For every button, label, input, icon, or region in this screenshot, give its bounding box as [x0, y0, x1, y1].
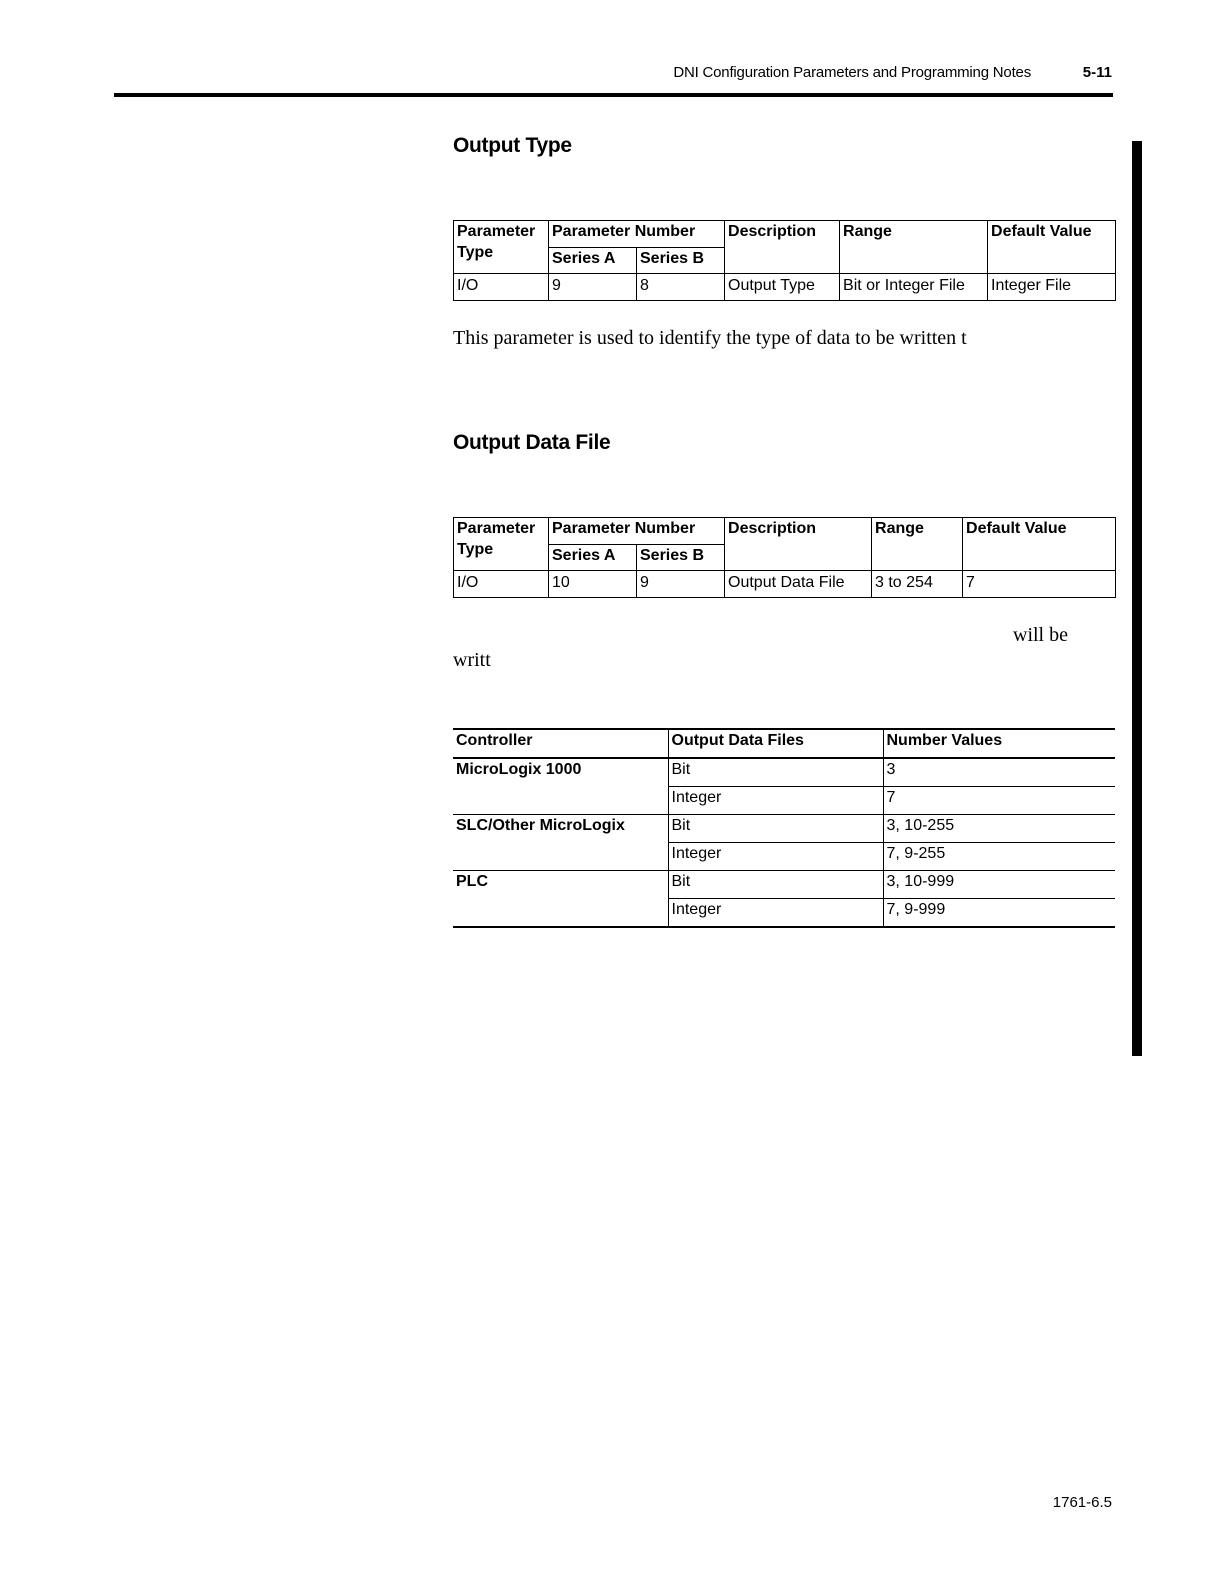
header-series-b: Series B	[637, 545, 725, 571]
table-row	[453, 815, 1115, 843]
cell-output-data-file: Integer	[668, 843, 883, 871]
cell-number-values: 7, 9-999	[883, 899, 1115, 928]
cell-number-values: 3	[883, 758, 1115, 787]
header-description: Description	[725, 518, 872, 571]
cell-parameter-type: I/O	[454, 274, 549, 301]
cell-description: Output Type	[725, 274, 840, 301]
table-row	[453, 787, 1115, 815]
cell-default-value: Integer File	[988, 274, 1116, 301]
change-bar	[1132, 141, 1142, 1056]
cell-series-a: 10	[549, 571, 637, 598]
header-controller: Controller	[453, 729, 668, 758]
output-type-description: This parameter is used to identify the type of data to be written t	[453, 327, 967, 349]
header-output-data-files: Output Data Files	[668, 729, 883, 758]
cell-controller: PLC	[456, 873, 488, 890]
table-row	[454, 571, 1116, 598]
header-rule	[114, 93, 1113, 97]
header-parameter-number: Parameter Number	[549, 221, 725, 248]
cell-controller	[453, 843, 668, 871]
table-row	[453, 758, 1115, 787]
cell-output-data-file: Integer	[668, 899, 883, 928]
cell-series-a: 9	[549, 274, 637, 301]
cell-controller: SLC/Other MicroLogix	[456, 817, 625, 834]
cell-range: Bit or Integer File	[840, 274, 988, 301]
header-parameter-type: Parameter Type	[454, 221, 549, 274]
cell-output-data-file: Bit	[668, 758, 883, 787]
cell-output-data-file: Bit	[668, 871, 883, 899]
cell-range: 3 to 254	[872, 571, 963, 598]
header-default-value: Default Value	[988, 221, 1116, 274]
cell-controller	[453, 899, 668, 928]
output-data-file-text-fragment-1: will be	[1013, 624, 1068, 646]
cell-output-data-file: Bit	[668, 815, 883, 843]
output-data-file-parameter-table	[453, 517, 1116, 598]
table-row	[453, 899, 1115, 928]
cell-controller	[453, 787, 668, 815]
table-row	[453, 843, 1115, 871]
controller-data-files-table	[453, 728, 1115, 928]
footer-document-number: 1761-6.5	[1052, 1494, 1112, 1511]
output-type-parameter-table	[453, 220, 1116, 301]
header-description: Description	[725, 221, 840, 274]
header-default-value: Default Value	[963, 518, 1116, 571]
header-series-a: Series A	[549, 248, 637, 274]
section-heading-output-type: Output Type	[453, 134, 572, 157]
cell-number-values: 7, 9-255	[883, 843, 1115, 871]
cell-controller: MicroLogix 1000	[456, 761, 582, 778]
header-parameter-type: Parameter Type	[454, 518, 549, 571]
section-heading-output-data-file: Output Data File	[453, 431, 611, 454]
cell-description: Output Data File	[725, 571, 872, 598]
table-row	[454, 274, 1116, 301]
cell-series-b: 8	[637, 274, 725, 301]
header-series-b: Series B	[637, 248, 725, 274]
header-range: Range	[840, 221, 988, 274]
cell-number-values: 7	[883, 787, 1115, 815]
cell-parameter-type: I/O	[454, 571, 549, 598]
header-number-values: Number Values	[883, 729, 1115, 758]
cell-number-values: 3, 10-255	[883, 815, 1115, 843]
header-parameter-number: Parameter Number	[549, 518, 725, 545]
cell-output-data-file: Integer	[668, 787, 883, 815]
cell-series-b: 9	[637, 571, 725, 598]
header-series-a: Series A	[549, 545, 637, 571]
cell-default-value: 7	[963, 571, 1116, 598]
page-number: 5-11	[1082, 64, 1112, 81]
table-row	[453, 871, 1115, 899]
cell-number-values: 3, 10-999	[883, 871, 1115, 899]
running-header-title: DNI Configuration Parameters and Programming Notes	[673, 64, 1031, 81]
output-data-file-text-fragment-2: writt	[453, 649, 491, 671]
header-range: Range	[872, 518, 963, 571]
